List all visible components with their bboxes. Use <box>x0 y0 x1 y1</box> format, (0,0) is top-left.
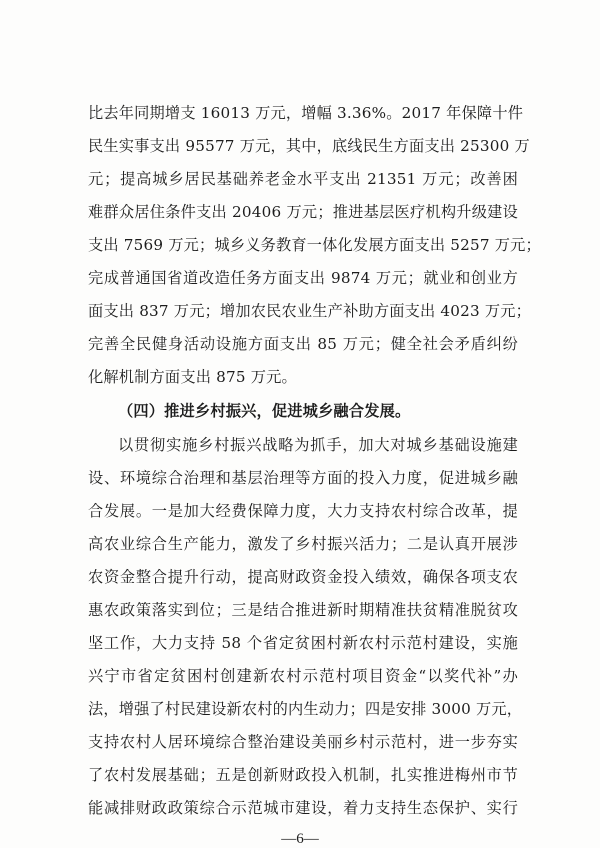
text-line: 支出 7569 万元；城乡义务教育一体化发展方面支出 5257 万元； <box>88 236 541 254</box>
text-line: 元；提高城乡居民基础养老金水平支出 21351 万元；改善困 <box>88 170 518 188</box>
text-line: 难群众居住条件支出 20406 万元；推进基层医疗机构升级建设 <box>88 203 518 221</box>
text-line: 支持农村人居环境综合整治建设美丽乡村示范村，进一步夯实 <box>88 733 518 751</box>
text-line: 兴宁市省定贫困村创建新农村示范村项目资金“以奖代补”办 <box>88 667 518 685</box>
text-line: 坚工作，大力支持 58 个省定贫困村新农村示范村建设，实施 <box>88 634 518 652</box>
text-line: 农资金整合提升行动，提高财政资金投入绩效，确保各项支农 <box>88 568 518 586</box>
text-line: 能减排财政政策综合示范城市建设，着力支持生态保护、实行 <box>88 799 518 817</box>
text-line: 以贯彻实施乡村振兴战略为抓手，加大对城乡基础设施建 <box>118 436 518 454</box>
text-line: 比去年同期增支 16013 万元，增幅 3.36%。2017 年保障十件 <box>88 104 524 122</box>
text-line: 民生实事支出 95577 万元，其中，底线民生方面支出 25300 万 <box>88 137 530 155</box>
text-line: 了农村发展基础；五是创新财政投入机制，扎实推进梅州市节 <box>88 766 518 784</box>
text-line: 面支出 837 万元；增加农民农业生产补助方面支出 4023 万元； <box>88 302 532 320</box>
text-line: 合发展。一是加大经费保障力度，大力支持农村综合改革，提 <box>88 502 518 520</box>
text-line: 化解机制方面支出 875 万元。 <box>88 368 297 386</box>
text-line: 法，增强了村民建设新农村的内生动力；四是安排 3000 万元， <box>88 700 523 718</box>
text-line: 设、环境综合治理和基层治理等方面的投入力度，促进城乡融 <box>88 469 518 487</box>
text-line: 完善全民健身活动设施方面支出 85 万元；健全社会矛盾纠纷 <box>88 335 518 353</box>
text-line: 惠农政策落实到位；三是结合推进新时期精准扶贫精准脱贫攻 <box>88 601 518 619</box>
text-line: 完成普通国省道改造任务方面支出 9874 万元；就业和创业方 <box>88 269 518 287</box>
page-number: —6— <box>281 831 319 847</box>
section-heading: （四）推进乡村振兴，促进城乡融合发展。 <box>118 402 411 420</box>
text-line: 高农业综合生产能力，激发了乡村振兴活力；二是认真开展涉 <box>88 535 518 553</box>
